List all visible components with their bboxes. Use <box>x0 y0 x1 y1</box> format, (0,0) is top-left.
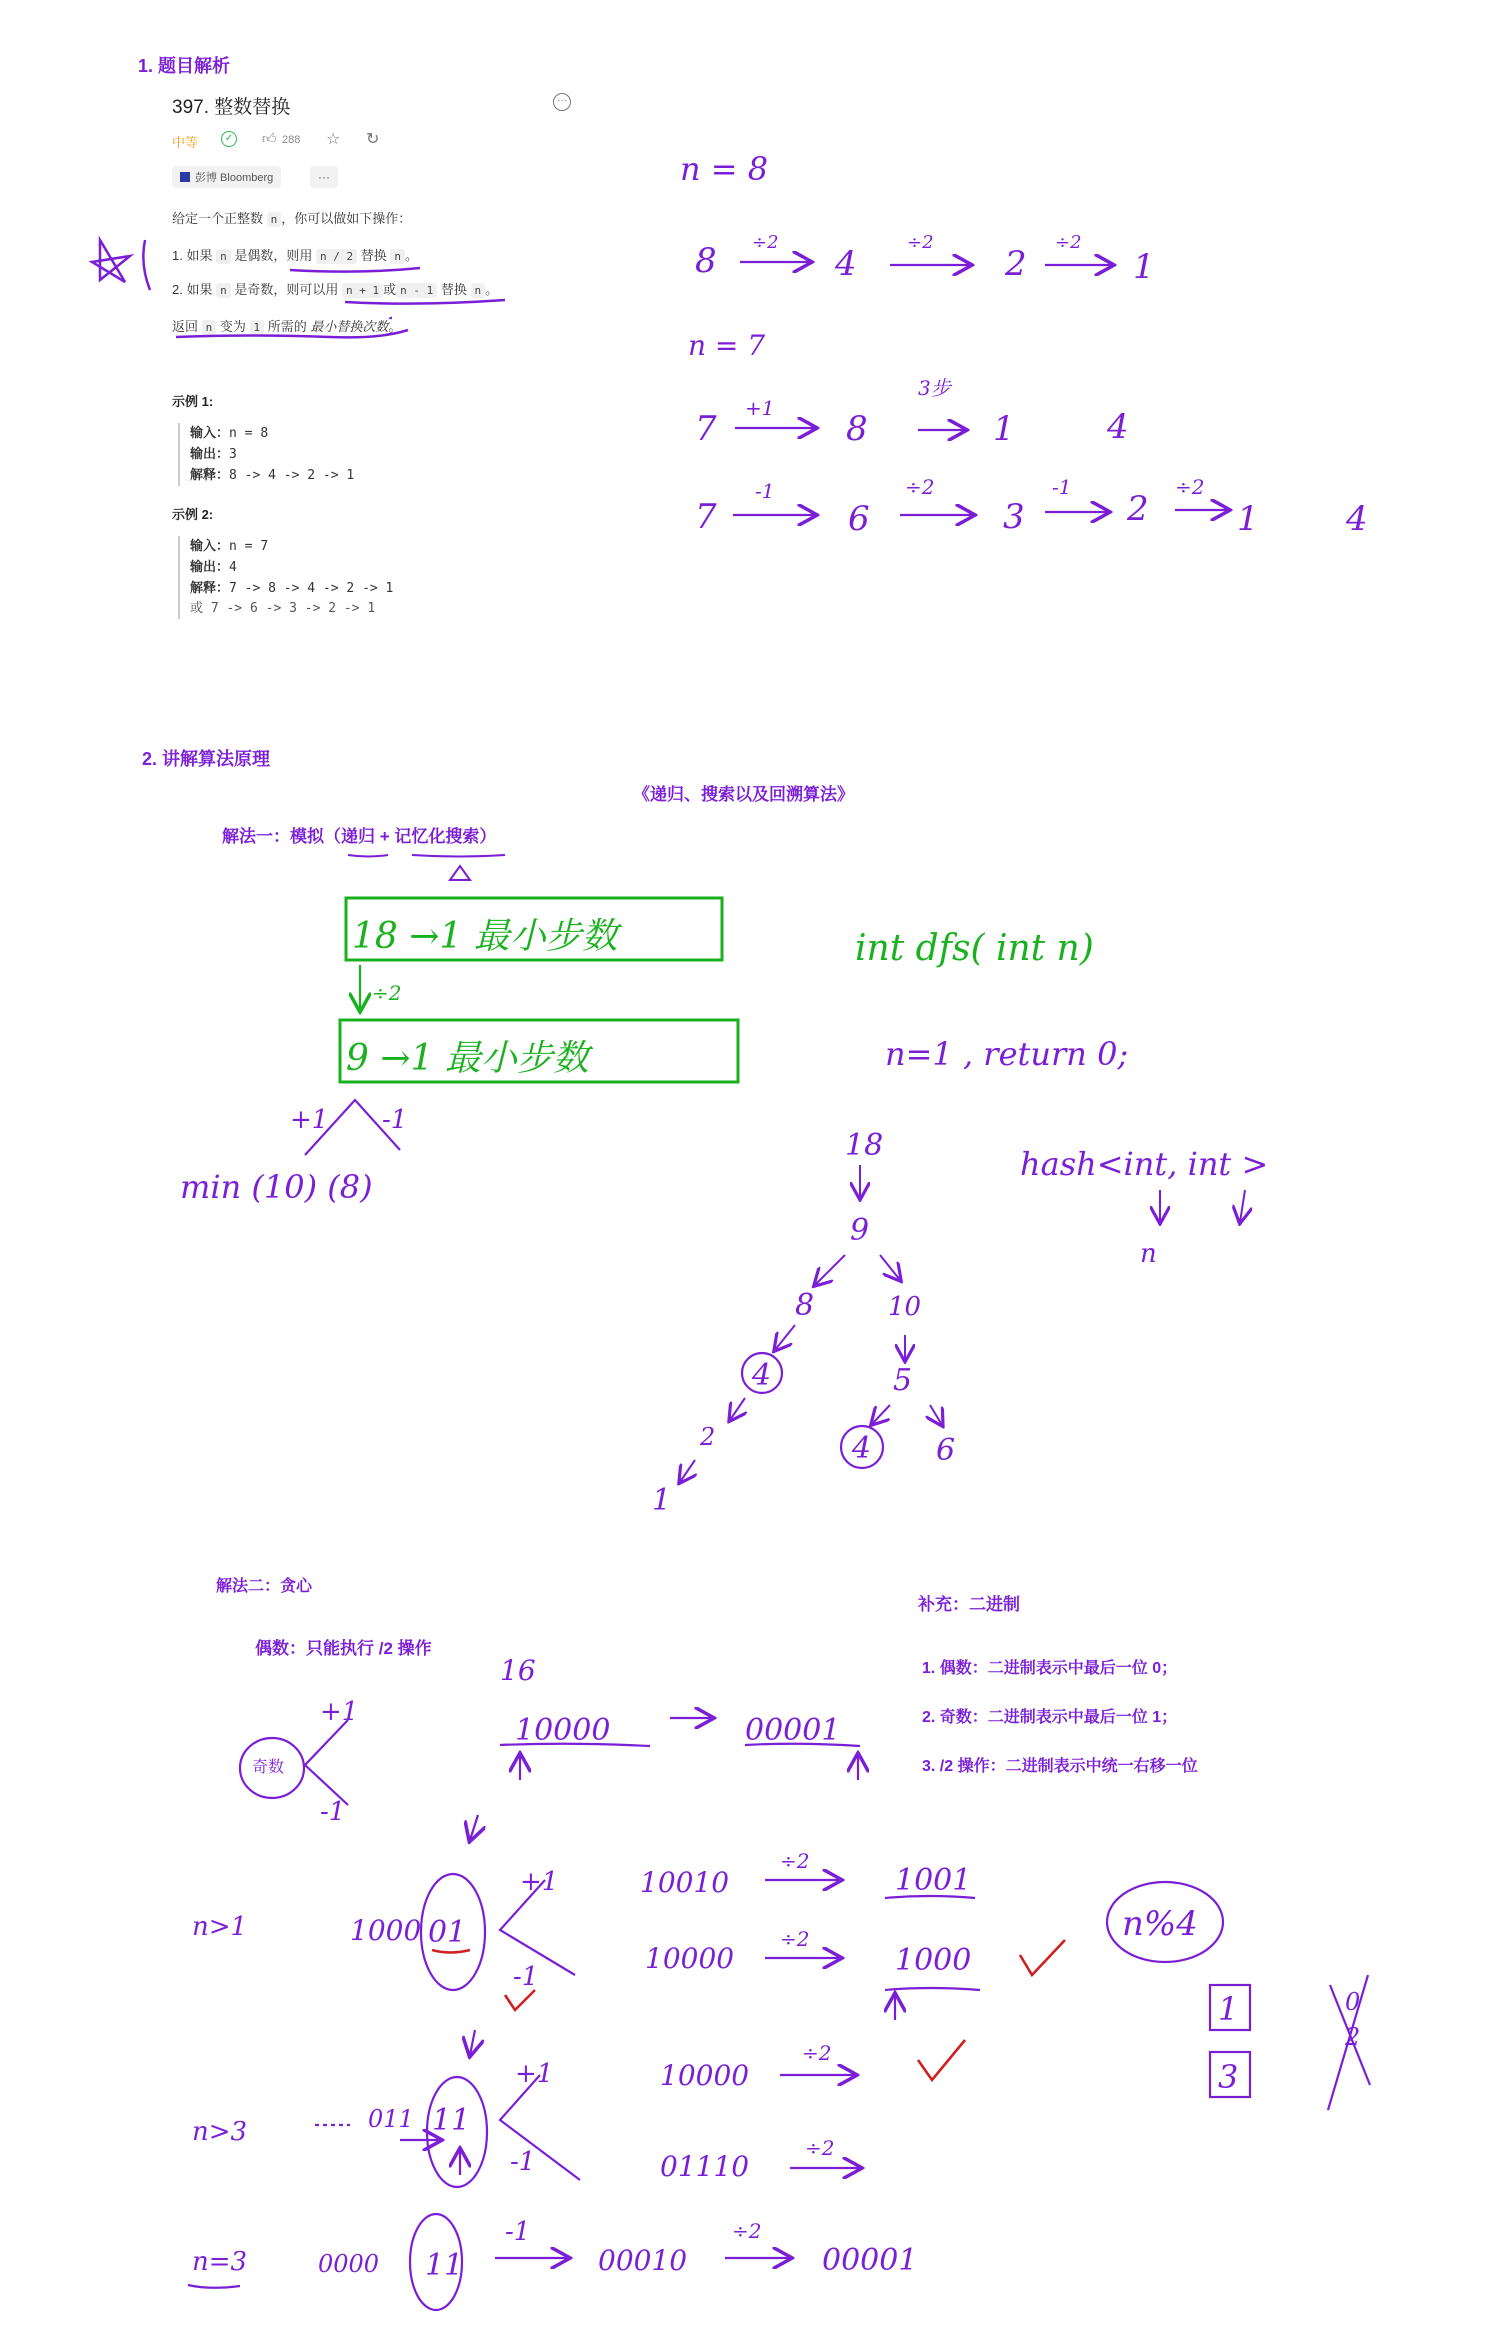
svg-text:10: 10 <box>888 1292 922 1322</box>
hw-div2: ÷2 <box>372 981 402 1005</box>
svg-text:10010: 10010 <box>640 1866 730 1899</box>
svg-text:4: 4 <box>852 1431 872 1466</box>
svg-text:9: 9 <box>850 1213 870 1248</box>
hw-n7: n = 7 <box>688 329 766 362</box>
svg-text:+1: +1 <box>745 396 775 420</box>
supplement-item-3: 3. /2 操作：二进制表示中统一右移一位 <box>922 1758 1198 1775</box>
hw-10000: 10000 <box>515 1713 611 1748</box>
return-statement: 返回 n 变为 1 所需的 最小替换次数。 <box>172 319 402 334</box>
example-1-block: 输入：n = 8 输出：3 解释：8 -> 4 -> 2 -> 1 <box>178 423 354 486</box>
solved-check-icon: ✓ <box>221 131 237 147</box>
rule-2: 2. 如果 n 是奇数，则可以用 n + 1 或 n - 1 替换 n 。 <box>172 282 499 297</box>
more-options-icon[interactable]: ··· <box>553 93 571 111</box>
solution-2-title: 解法二：贪心 <box>216 1578 313 1595</box>
svg-text:7: 7 <box>695 409 717 449</box>
svg-text:3: 3 <box>1218 2058 1239 2096</box>
svg-text:-1: -1 <box>755 479 775 503</box>
more-tags-button[interactable]: ··· <box>310 166 338 188</box>
supplement-item-2: 2. 奇数：二进制表示中最后一位 1； <box>922 1709 1178 1726</box>
hw-base: n=1 , return 0; <box>885 1035 1129 1073</box>
svg-text:-1: -1 <box>320 1797 346 1827</box>
example-2-block: 输入：n = 7 输出：4 解释：7 -> 8 -> 4 -> 2 -> 1 或 7 -> 6 -> 3 -> 2 -> 1 <box>178 536 393 619</box>
problem-title[interactable]: 397. 整数替换 <box>172 97 291 118</box>
company-label: 彭博 Bloomberg <box>195 172 274 184</box>
svg-text:÷2: ÷2 <box>907 232 934 253</box>
svg-text:2: 2 <box>700 1423 716 1451</box>
svg-text:2: 2 <box>1005 244 1027 284</box>
svg-text:1: 1 <box>652 1483 672 1518</box>
svg-text:00001: 00001 <box>822 2243 918 2278</box>
hw-box1: 18 →1 最小步数 <box>352 916 618 957</box>
like-count: 288 <box>282 134 301 146</box>
svg-text:1000: 1000 <box>895 1943 972 1978</box>
solution-1-title: 解法一：模拟（递归 + 记忆化搜索） <box>222 827 497 846</box>
svg-text:2: 2 <box>1127 489 1149 529</box>
hw-chain7a <box>695 376 1129 449</box>
svg-text:-1: -1 <box>505 2217 531 2247</box>
hw-tree <box>652 1128 955 1518</box>
svg-text:11: 11 <box>432 2103 471 2138</box>
svg-text:÷2: ÷2 <box>802 2041 832 2065</box>
hw-chain7b <box>695 475 1368 539</box>
example-2-title: 示例 2: <box>172 507 214 522</box>
hw-minus1: -1 <box>382 1105 408 1135</box>
svg-text:2: 2 <box>1345 2023 1361 2051</box>
subtitle: 《递归、搜索以及回溯算法》 <box>633 785 854 804</box>
difficulty-badge: 中等 <box>172 135 199 150</box>
thumbs-up-icon[interactable]: 👍︎ <box>262 130 277 146</box>
hw-box2: 9 →1 最小步数 <box>346 1038 589 1079</box>
svg-text:1: 1 <box>1237 499 1259 539</box>
svg-text:1: 1 <box>1218 1990 1239 2028</box>
svg-text:8: 8 <box>846 409 868 449</box>
hw-chain8 <box>695 232 1155 287</box>
svg-text:÷2: ÷2 <box>905 475 935 499</box>
hw-hash-n: n <box>1140 1239 1157 1269</box>
supplement-item-1: 1. 偶数：二进制表示中最后一位 0； <box>922 1660 1178 1677</box>
odd-label: 奇数 <box>252 1759 285 1776</box>
rule-1: 1. 如果 n 是偶数，则用 n / 2 替换 n 。 <box>172 248 419 263</box>
svg-text:1: 1 <box>1133 247 1155 287</box>
svg-text:3步: 3步 <box>918 376 951 400</box>
hw-min: min (10) (8) <box>180 1168 373 1206</box>
svg-text:4: 4 <box>752 1358 772 1393</box>
example-1-title: 示例 1: <box>172 394 214 409</box>
hw-00001: 00001 <box>745 1713 841 1748</box>
svg-text:1001: 1001 <box>895 1863 972 1898</box>
even-rule: 偶数：只能执行 /2 操作 <box>255 1639 432 1658</box>
svg-text:10000: 10000 <box>645 1942 735 1975</box>
share-icon[interactable]: ↻ <box>366 131 380 148</box>
hw-n8: n = 8 <box>680 150 769 188</box>
hw-n-eq-3: n=3 <box>192 2247 248 2277</box>
svg-text:8: 8 <box>695 241 717 281</box>
hw-n-gt-1: n>1 <box>192 1912 248 1942</box>
problem-underlines <box>92 240 505 337</box>
svg-text:+1: +1 <box>320 1697 359 1727</box>
svg-text:5: 5 <box>893 1363 913 1398</box>
svg-text:÷2: ÷2 <box>780 1927 810 1951</box>
supplement-title: 补充：二进制 <box>918 1595 1020 1614</box>
hw-16: 16 <box>500 1654 536 1687</box>
svg-text:00010: 00010 <box>598 2244 688 2277</box>
svg-text:÷2: ÷2 <box>1055 232 1082 253</box>
svg-text:6: 6 <box>848 499 870 539</box>
problem-description: 给定一个正整数 n ，你可以做如下操作： <box>172 211 412 226</box>
svg-text:-1: -1 <box>1052 475 1072 499</box>
svg-text:011: 011 <box>368 2105 414 2133</box>
svg-text:1000: 1000 <box>350 1914 422 1947</box>
hw-mod: n%4 <box>1122 1904 1198 1944</box>
hw-hash: hash<int, int > <box>1020 1145 1269 1183</box>
svg-text:4: 4 <box>1107 407 1129 447</box>
hw-n-gt-3: n>3 <box>192 2117 248 2147</box>
svg-text:÷2: ÷2 <box>1175 475 1205 499</box>
svg-text:6: 6 <box>936 1433 956 1468</box>
svg-text:-1: -1 <box>513 1962 539 1992</box>
svg-text:01110: 01110 <box>660 2150 750 2183</box>
section-2-title: 2. 讲解算法原理 <box>142 749 271 769</box>
svg-text:18: 18 <box>845 1128 884 1163</box>
svg-text:÷2: ÷2 <box>805 2136 835 2160</box>
hw-plus1: +1 <box>290 1105 329 1135</box>
svg-text:+1: +1 <box>515 2059 554 2089</box>
svg-text:4: 4 <box>1346 499 1368 539</box>
svg-text:01: 01 <box>428 1915 467 1950</box>
svg-text:-1: -1 <box>510 2147 536 2177</box>
svg-text:÷2: ÷2 <box>780 1849 810 1873</box>
svg-text:0000: 0000 <box>318 2250 380 2278</box>
svg-text:4: 4 <box>835 244 857 284</box>
section-1-title: 1. 题目解析 <box>138 56 231 76</box>
hw-dfs: int dfs( int n) <box>855 928 1094 969</box>
svg-text:1: 1 <box>993 409 1015 449</box>
svg-text:11: 11 <box>425 2248 464 2283</box>
svg-text:8: 8 <box>795 1288 815 1323</box>
svg-text:÷2: ÷2 <box>732 2219 762 2243</box>
svg-text:+1: +1 <box>520 1867 559 1897</box>
svg-text:10000: 10000 <box>660 2059 750 2092</box>
svg-text:3: 3 <box>1003 497 1025 537</box>
star-icon[interactable]: ☆ <box>326 131 341 148</box>
svg-text:0: 0 <box>1345 1988 1361 2016</box>
svg-text:7: 7 <box>695 497 717 537</box>
svg-text:÷2: ÷2 <box>752 232 779 253</box>
